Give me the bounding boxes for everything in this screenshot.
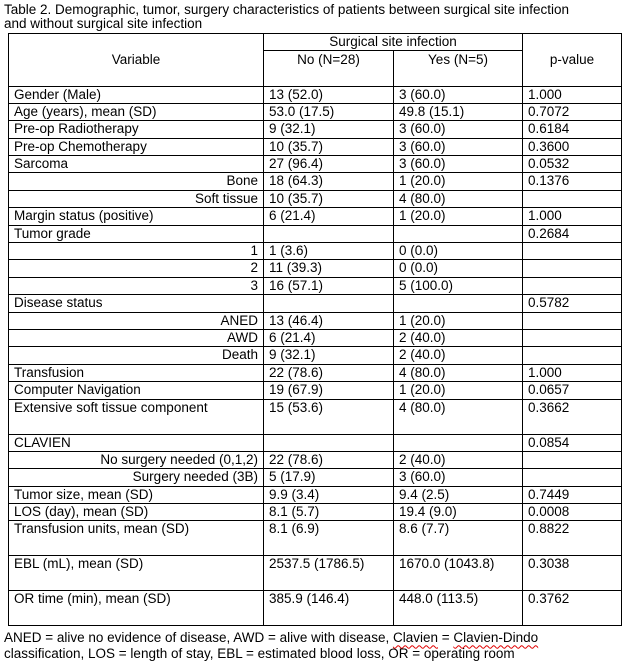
row-variable-label: Disease status [9, 295, 264, 312]
cell-pvalue: 0.3762 [523, 591, 622, 626]
table-row [9, 121, 622, 138]
table-row [9, 312, 622, 329]
row-variable-label: Soft tissue [9, 190, 264, 207]
cell-no-value: 27 (96.4) [264, 156, 394, 173]
cell-yes-value [394, 434, 523, 451]
row-variable-label: Surgery needed (3B) [9, 469, 264, 486]
table-row [9, 504, 622, 521]
characteristics-table [8, 33, 622, 626]
cell-no-value: 15 (53.6) [264, 399, 394, 434]
cell-yes-value: 3 (60.0) [394, 121, 523, 138]
cell-pvalue: 1.000 [523, 86, 622, 103]
misspelled-term-clavien: Clavien [392, 630, 438, 646]
row-variable-label: Age (years), mean (SD) [9, 103, 264, 120]
cell-no-value: 2537.5 (1786.5) [264, 556, 394, 591]
table-row [9, 347, 622, 364]
footnote-text: = [437, 630, 454, 646]
table-row [9, 243, 622, 260]
header-yes-group: Yes (N=5) [394, 50, 523, 86]
cell-pvalue [523, 190, 622, 207]
cell-no-value: 8.1 (5.7) [264, 504, 394, 521]
table-row [9, 156, 622, 173]
cell-pvalue: 0.3662 [523, 399, 622, 434]
cell-no-value: 6 (21.4) [264, 208, 394, 225]
row-variable-label: Computer Navigation [9, 382, 264, 399]
header-pvalue: p-value [523, 34, 622, 87]
table-row [9, 86, 622, 103]
row-variable-label: Tumor grade [9, 225, 264, 242]
cell-yes-value: 4 (80.0) [394, 364, 523, 381]
table-row [9, 329, 622, 346]
footnote-line2: classification, LOS = length of stay, EBL = estimated blood loss, OR = operating room [4, 645, 515, 661]
table-row [9, 364, 622, 381]
table-row [9, 103, 622, 120]
row-variable-label: Tumor size, mean (SD) [9, 486, 264, 503]
header-variable: Variable [9, 34, 264, 87]
cell-pvalue: 0.7449 [523, 486, 622, 503]
cell-pvalue [523, 243, 622, 260]
table-title-line1: Table 2. Demographic, tumor, surgery characteristics of patients between surgical site infection [4, 2, 570, 17]
table-row [9, 399, 622, 434]
cell-pvalue: 0.7072 [523, 103, 622, 120]
cell-pvalue: 0.0657 [523, 382, 622, 399]
row-variable-label: LOS (day), mean (SD) [9, 504, 264, 521]
cell-no-value: 9 (32.1) [264, 121, 394, 138]
cell-pvalue: 0.1376 [523, 173, 622, 190]
cell-pvalue [523, 451, 622, 468]
cell-yes-value: 448.0 (113.5) [394, 591, 523, 626]
cell-no-value: 10 (35.7) [264, 190, 394, 207]
cell-no-value: 8.1 (6.9) [264, 521, 394, 556]
row-variable-label: Gender (Male) [9, 86, 264, 103]
table-row [9, 486, 622, 503]
table-row [9, 556, 622, 591]
cell-yes-value: 4 (80.0) [394, 399, 523, 434]
table-row [9, 138, 622, 155]
table-row [9, 208, 622, 225]
cell-yes-value: 3 (60.0) [394, 469, 523, 486]
cell-no-value: 13 (52.0) [264, 86, 394, 103]
cell-yes-value: 0 (0.0) [394, 260, 523, 277]
cell-yes-value: 2 (40.0) [394, 329, 523, 346]
cell-pvalue: 0.3038 [523, 556, 622, 591]
row-variable-label: Death [9, 347, 264, 364]
row-variable-label: 3 [9, 277, 264, 294]
cell-pvalue: 0.3600 [523, 138, 622, 155]
cell-yes-value: 1 (20.0) [394, 208, 523, 225]
cell-no-value: 1 (3.6) [264, 243, 394, 260]
cell-pvalue [523, 347, 622, 364]
table-row [9, 382, 622, 399]
row-variable-label: 1 [9, 243, 264, 260]
cell-yes-value: 9.4 (2.5) [394, 486, 523, 503]
cell-no-value: 19 (67.9) [264, 382, 394, 399]
table-row [9, 434, 622, 451]
misspelled-term-clavien-dindo: Clavien-Dindo [453, 630, 539, 646]
cell-pvalue: 1.000 [523, 364, 622, 381]
cell-no-value: 11 (39.3) [264, 260, 394, 277]
table-row [9, 451, 622, 468]
cell-yes-value: 1 (20.0) [394, 173, 523, 190]
row-variable-label: Transfusion [9, 364, 264, 381]
table-row [9, 469, 622, 486]
cell-no-value: 6 (21.4) [264, 329, 394, 346]
cell-no-value: 13 (46.4) [264, 312, 394, 329]
row-variable-label: No surgery needed (0,1,2) [9, 451, 264, 468]
cell-yes-value: 1 (20.0) [394, 312, 523, 329]
cell-pvalue [523, 312, 622, 329]
row-variable-label: EBL (mL), mean (SD) [9, 556, 264, 591]
cell-no-value: 22 (78.6) [264, 451, 394, 468]
cell-yes-value: 3 (60.0) [394, 138, 523, 155]
cell-pvalue: 0.2684 [523, 225, 622, 242]
header-no-group: No (N=28) [264, 50, 394, 86]
row-variable-label: Extensive soft tissue component [9, 399, 264, 434]
footnote [4, 630, 624, 661]
cell-yes-value: 1670.0 (1043.8) [394, 556, 523, 591]
row-variable-label: AWD [9, 329, 264, 346]
cell-no-value: 10 (35.7) [264, 138, 394, 155]
cell-pvalue: 1.000 [523, 208, 622, 225]
table-row [9, 190, 622, 207]
cell-pvalue: 0.8822 [523, 521, 622, 556]
cell-pvalue: 0.6184 [523, 121, 622, 138]
table-row [9, 277, 622, 294]
cell-yes-value: 19.4 (9.0) [394, 504, 523, 521]
row-variable-label: Bone [9, 173, 264, 190]
row-variable-label: Margin status (positive) [9, 208, 264, 225]
cell-no-value: 9 (32.1) [264, 347, 394, 364]
cell-yes-value: 3 (60.0) [394, 86, 523, 103]
cell-no-value: 22 (78.6) [264, 364, 394, 381]
cell-no-value [264, 225, 394, 242]
cell-yes-value: 1 (20.0) [394, 382, 523, 399]
cell-yes-value: 3 (60.0) [394, 156, 523, 173]
table-title [4, 3, 624, 31]
footnote-line1 [4, 630, 624, 646]
table-row [9, 225, 622, 242]
cell-pvalue: 0.0854 [523, 434, 622, 451]
header-surgical-site-infection: Surgical site infection [264, 34, 523, 51]
cell-no-value: 385.9 (146.4) [264, 591, 394, 626]
row-variable-label: Transfusion units, mean (SD) [9, 521, 264, 556]
cell-no-value: 16 (57.1) [264, 277, 394, 294]
row-variable-label: Sarcoma [9, 156, 264, 173]
cell-yes-value: 2 (40.0) [394, 451, 523, 468]
cell-yes-value: 0 (0.0) [394, 243, 523, 260]
table-row [9, 591, 622, 626]
cell-yes-value [394, 225, 523, 242]
cell-no-value: 9.9 (3.4) [264, 486, 394, 503]
table-body [9, 86, 622, 626]
row-variable-label: OR time (min), mean (SD) [9, 591, 264, 626]
row-variable-label: Pre-op Chemotherapy [9, 138, 264, 155]
cell-pvalue: 0.0008 [523, 504, 622, 521]
cell-no-value: 5 (17.9) [264, 469, 394, 486]
header-row-group [9, 34, 622, 51]
row-variable-label: ANED [9, 312, 264, 329]
table-header [9, 34, 622, 87]
row-variable-label: 2 [9, 260, 264, 277]
cell-pvalue: 0.5782 [523, 295, 622, 312]
cell-yes-value [394, 295, 523, 312]
table-title-line2: and without surgical site infection [4, 16, 203, 31]
cell-pvalue: 0.0532 [523, 156, 622, 173]
cell-yes-value: 49.8 (15.1) [394, 103, 523, 120]
cell-yes-value: 5 (100.0) [394, 277, 523, 294]
table-row [9, 260, 622, 277]
row-variable-label: CLAVIEN [9, 434, 264, 451]
cell-pvalue [523, 329, 622, 346]
cell-no-value: 18 (64.3) [264, 173, 394, 190]
footnote-text: ANED = alive no evidence of disease, AWD = alive with disease, [4, 630, 393, 646]
row-variable-label: Pre-op Radiotherapy [9, 121, 264, 138]
cell-no-value [264, 295, 394, 312]
cell-yes-value: 8.6 (7.7) [394, 521, 523, 556]
table-row [9, 295, 622, 312]
cell-pvalue [523, 260, 622, 277]
table-row [9, 521, 622, 556]
cell-yes-value: 2 (40.0) [394, 347, 523, 364]
table-row [9, 173, 622, 190]
cell-no-value [264, 434, 394, 451]
cell-pvalue [523, 469, 622, 486]
cell-pvalue [523, 277, 622, 294]
cell-no-value: 53.0 (17.5) [264, 103, 394, 120]
cell-yes-value: 4 (80.0) [394, 190, 523, 207]
